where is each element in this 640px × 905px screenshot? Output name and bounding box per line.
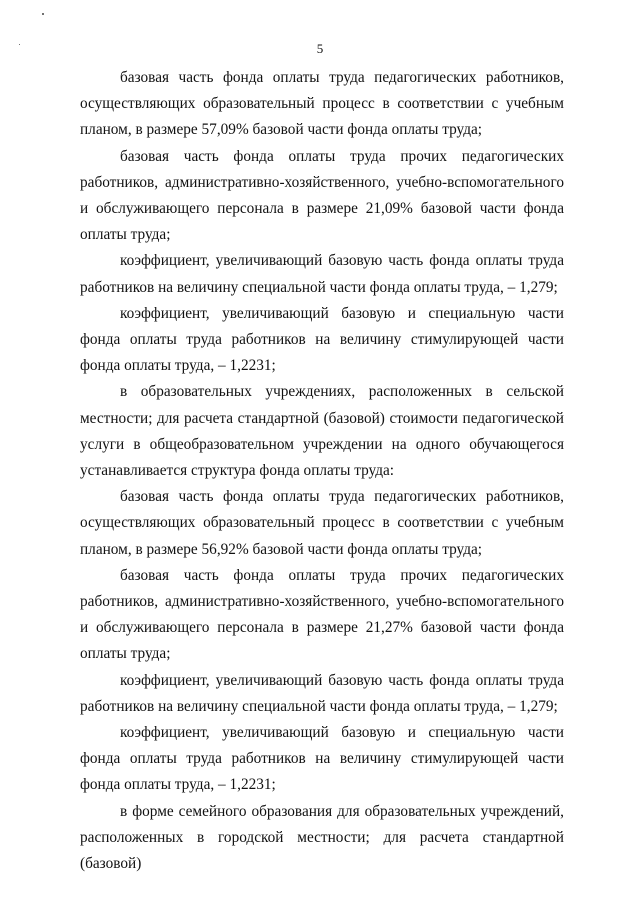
paragraph: базовая часть фонда оплаты труда педагогических работников, осуществляющих образовательный процесс в соответствии с учебным планом, в размере 57,09% базовой части фонда оплаты труда;: [80, 69, 564, 139]
paragraph: коэффициент, увеличивающий базовую часть фонда оплаты труда работников на величину специальной части фонда оплаты труда, – 1,279;: [80, 252, 564, 296]
paragraph: в образовательных учреждениях, расположенных в сельской местности; для расчета стандартной (базовой) стоимости педагогической услуги в общеобразовательном учреждении на одного обучающегося устанавливается структура фонда оплаты труда:: [80, 383, 564, 480]
paragraph: базовая часть фонда оплаты труда прочих педагогических работников, административно-хозяйственного, учебно-вспомогательного и обслуживающего персонала в размере 21,27% базовой части фонда оплаты труда;: [80, 566, 564, 663]
scan-speck: [42, 13, 44, 15]
paragraph: в форме семейного образования для образовательных учреждений, расположенных в городской местности; для расчета стандартной (базовой): [80, 802, 564, 873]
document-body: [80, 65, 564, 877]
paragraph: коэффициент, увеличивающий базовую и специальную части фонда оплаты труда работников на величину стимулирующей части фонда оплаты труда, – 1,2231;: [80, 304, 564, 375]
paragraph: базовая часть фонда оплаты труда прочих педагогических работников, административно-хозяйственного, учебно-вспомогательного и обслуживающего персонала в размере 21,09% базовой части фонда оплаты труда;: [80, 147, 564, 244]
paragraph: коэффициент, увеличивающий базовую и специальную части фонда оплаты труда работников на величину стимулирующей части фонда оплаты труда, – 1,2231;: [80, 724, 564, 794]
page-number: 5: [316, 41, 324, 56]
paragraph: коэффициент, увеличивающий базовую часть фонда оплаты труда работников на величину специальной части фонда оплаты труда, – 1,279;: [80, 671, 564, 715]
paragraph: базовая часть фонда оплаты труда педагогических работников, осуществляющих образовательный процесс в соответствии с учебным планом, в размере 56,92% базовой части фонда оплаты труда;: [80, 488, 564, 558]
